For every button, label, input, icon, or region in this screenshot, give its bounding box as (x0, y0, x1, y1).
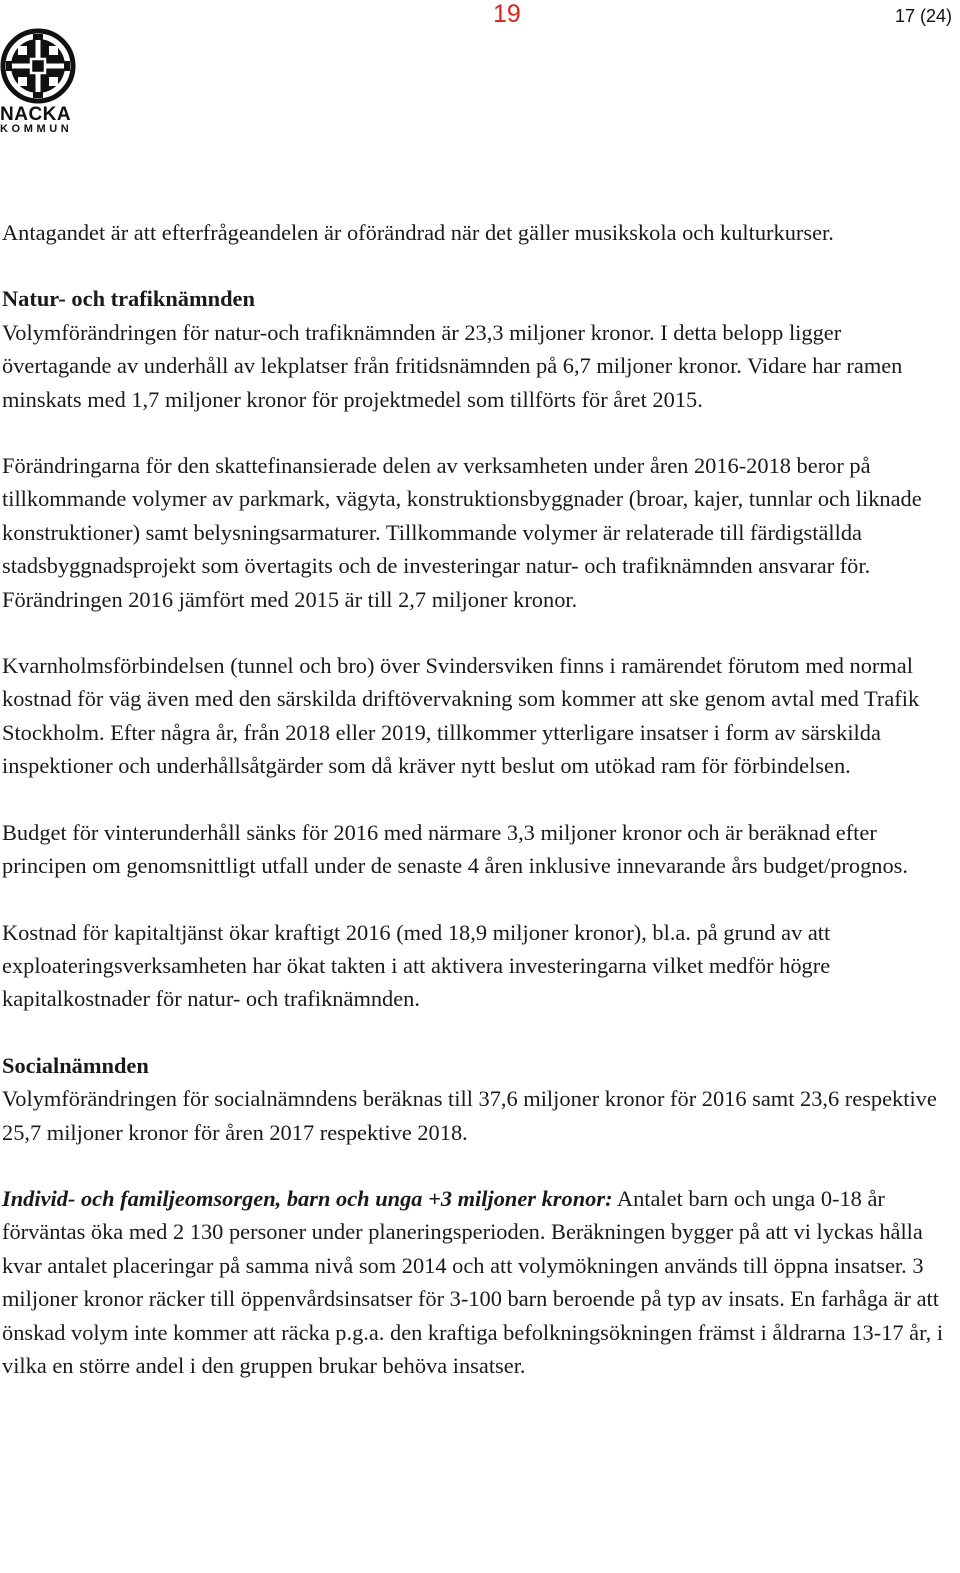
paragraph: Antagandet är att efterfrågeandelen är oförändrad när det gäller musikskola och kulturkurser. (2, 220, 834, 245)
paragraph: Volymförändringen för natur-och trafiknämnden är 23,3 miljoner kronor. I detta belopp ligger övertagande av underhåll av lekplatser från fritidsnämnden på 6,7 miljoner kronor. Vidare har ramen minskats med 1,7 miljoner kronor för projektmedel som tillförts för året 2015. (2, 319, 903, 412)
paragraph (2, 1182, 954, 1382)
document-body (2, 216, 954, 1382)
section-heading: Socialnämnden (2, 1052, 149, 1078)
paragraph: Budget för vinterunderhåll sänks för 2016 med närmare 3,3 miljoner kronor och är beräknad efter principen om genomsnittligt utfall under de senaste 4 åren inklusive innevarande års budget/prognos. (2, 819, 908, 879)
page-number: 17 (24) (894, 6, 952, 26)
logo-name: NACKA (0, 104, 72, 125)
nacka-seal-icon (0, 28, 76, 104)
paragraph-text: Antalet barn och unga 0-18 år förväntas öka med 2 130 personer under planeringsperioden. Beräkningen bygger på att vi lyckas hålla kvar antalet placeringar på samma nivå som 2014 och att volymökningen används till öppna insatser. 3 miljoner kronor räcker till öppenvårdsinsatser för 3-100 barn beroende på typ av insats. En farhåga är att önskad volym inte kommer att räcka p.g.a. den kraftiga befolkningsökningen främst i åldrarna 13-17 år, i vilka en större andel i den gruppen brukar behöva insatser. (2, 1185, 944, 1378)
paragraph: Kostnad för kapitaltjänst ökar kraftigt 2016 (med 18,9 miljoner kronor), bl.a. på grund av att exploateringsverksamheten har ökat takten i att aktivera investeringarna vilket medför högre kapitalkostnader för natur- och trafiknämnden. (2, 919, 831, 1012)
paragraph: Kvarnholmsförbindelsen (tunnel och bro) över Svindersviken finns i ramärendet förutom med normal kostnad för väg även med den särskilda driftövervakning som kommer att ske genom avtal med Trafik Stockholm. Efter några år, från 2018 eller 2019, tillkommer ytterligare insatser i form av särskilda inspektioner och underhållsåtgärder som då kräver nytt beslut om utökad ram för förbindelsen. (2, 653, 920, 779)
nacka-logo (0, 28, 80, 135)
section-heading: Natur- och trafiknämnden (2, 286, 255, 312)
paragraph: Förändringarna för den skattefinansierade delen av verksamheten under åren 2016-2018 beror på tillkommande volymer av parkmark, vägyta, konstruktionsbyggnader (broar, kajer, tunnlar och liknade konstruktioner) samt belysningsarmaturer. Tillkommande volymer är relaterade till färdigställda stadsbyggnadsprojekt som övertagits och de investeringar natur- och trafiknämnden ansvarar för. Förändringen 2016 jämfört med 2015 är till 2,7 miljoner kronor. (2, 453, 922, 612)
paragraph-lead: Individ- och familjeomsorgen, barn och unga +3 miljoner kronor: (2, 1185, 613, 1211)
logo-subtitle: KOMMUN (0, 123, 73, 135)
stamp-number: 19 (493, 0, 521, 28)
paragraph: Volymförändringen för socialnämndens beräknas till 37,6 miljoner kronor för 2016 samt 23,6 respektive 25,7 miljoner kronor för åren 2017 respektive 2018. (2, 1086, 937, 1145)
